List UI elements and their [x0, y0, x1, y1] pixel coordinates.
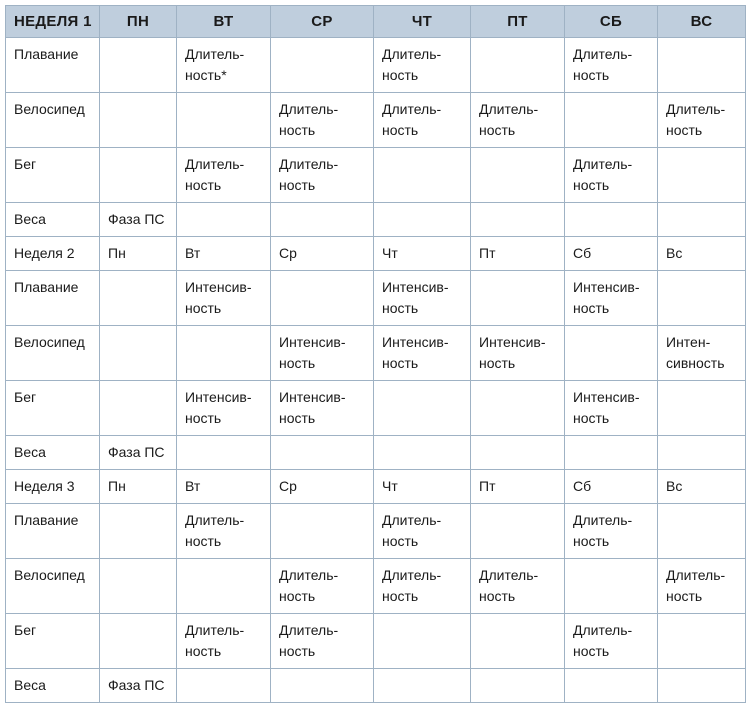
row-label-cell: Бег: [6, 614, 100, 669]
cell-thu: [374, 436, 471, 470]
row-label-cell: Велосипед: [6, 93, 100, 148]
cell-mon: [100, 504, 177, 559]
cell-sat: [565, 93, 658, 148]
cell-tue: Длитель- ность: [177, 614, 271, 669]
cell-thu: [374, 203, 471, 237]
cell-sat: Сб: [565, 470, 658, 504]
cell-tue: Интенсив- ность: [177, 381, 271, 436]
table-row: [6, 436, 746, 470]
cell-mon: [100, 148, 177, 203]
cell-sat: Длитель- ность: [565, 614, 658, 669]
cell-sat: [565, 559, 658, 614]
cell-mon: [100, 38, 177, 93]
cell-fri: [471, 203, 565, 237]
cell-tue: Длитель- ность*: [177, 38, 271, 93]
row-label-cell: Бег: [6, 381, 100, 436]
cell-sat: Интенсив- ность: [565, 381, 658, 436]
cell-wed: Интенсив- ность: [271, 381, 374, 436]
cell-fri: [471, 669, 565, 703]
cell-sat: Сб: [565, 237, 658, 271]
cell-sat: Длитель- ность: [565, 504, 658, 559]
cell-fri: [471, 271, 565, 326]
table-row: [6, 271, 746, 326]
cell-sat: [565, 436, 658, 470]
cell-tue: [177, 436, 271, 470]
table-row: [6, 614, 746, 669]
cell-fri: [471, 381, 565, 436]
row-label-cell: Неделя 2: [6, 237, 100, 271]
header-fri: ПТ: [471, 6, 565, 38]
training-schedule-table: [5, 5, 746, 703]
cell-sat: Интенсив- ность: [565, 271, 658, 326]
header-week-1: НЕДЕЛЯ 1: [6, 6, 100, 38]
cell-mon: [100, 271, 177, 326]
cell-thu: [374, 669, 471, 703]
cell-wed: Длитель- ность: [271, 148, 374, 203]
table-row: [6, 148, 746, 203]
table-row: [6, 326, 746, 381]
cell-mon: Фаза ПС: [100, 436, 177, 470]
cell-tue: Интенсив- ность: [177, 271, 271, 326]
cell-wed: [271, 38, 374, 93]
cell-wed: Ср: [271, 237, 374, 271]
row-label-cell: Велосипед: [6, 326, 100, 381]
cell-wed: [271, 436, 374, 470]
cell-sat: Длитель- ность: [565, 148, 658, 203]
row-label-cell: Плавание: [6, 271, 100, 326]
schedule-body: [6, 38, 746, 703]
cell-fri: Интенсив- ность: [471, 326, 565, 381]
cell-mon: [100, 93, 177, 148]
cell-tue: [177, 559, 271, 614]
cell-mon: Фаза ПС: [100, 669, 177, 703]
cell-thu: [374, 614, 471, 669]
cell-sun: [658, 203, 746, 237]
cell-fri: [471, 436, 565, 470]
header-tue: ВТ: [177, 6, 271, 38]
cell-tue: [177, 203, 271, 237]
cell-fri: Пт: [471, 470, 565, 504]
row-label-cell: Веса: [6, 669, 100, 703]
cell-wed: Ср: [271, 470, 374, 504]
cell-thu: Длитель- ность: [374, 38, 471, 93]
cell-thu: Чт: [374, 470, 471, 504]
cell-sun: [658, 504, 746, 559]
cell-sun: Интен- сивность: [658, 326, 746, 381]
cell-sun: Длитель- ность: [658, 93, 746, 148]
row-label-cell: Плавание: [6, 504, 100, 559]
cell-fri: [471, 38, 565, 93]
cell-sun: Вс: [658, 470, 746, 504]
cell-tue: Длитель- ность: [177, 504, 271, 559]
cell-thu: Длитель- ность: [374, 559, 471, 614]
row-label-cell: Неделя 3: [6, 470, 100, 504]
cell-tue: [177, 93, 271, 148]
table-row: [6, 504, 746, 559]
row-label-cell: Плавание: [6, 38, 100, 93]
cell-tue: Длитель- ность: [177, 148, 271, 203]
cell-mon: [100, 559, 177, 614]
cell-sun: [658, 381, 746, 436]
cell-fri: [471, 148, 565, 203]
cell-wed: [271, 669, 374, 703]
cell-thu: [374, 148, 471, 203]
cell-sun: [658, 614, 746, 669]
cell-wed: [271, 504, 374, 559]
cell-sat: [565, 203, 658, 237]
cell-sun: [658, 669, 746, 703]
table-row: [6, 38, 746, 93]
cell-wed: Длитель- ность: [271, 559, 374, 614]
cell-thu: Интенсив- ность: [374, 271, 471, 326]
table-row: [6, 470, 746, 504]
cell-sun: [658, 38, 746, 93]
cell-mon: [100, 614, 177, 669]
cell-fri: Пт: [471, 237, 565, 271]
header-wed: СР: [271, 6, 374, 38]
header-row: [6, 6, 746, 38]
table-row: [6, 669, 746, 703]
table-row: [6, 93, 746, 148]
cell-tue: [177, 326, 271, 381]
header-thu: ЧТ: [374, 6, 471, 38]
cell-fri: [471, 614, 565, 669]
table-row: [6, 203, 746, 237]
cell-thu: Интенсив- ность: [374, 326, 471, 381]
cell-wed: [271, 271, 374, 326]
table-row: [6, 559, 746, 614]
cell-sun: Длитель- ность: [658, 559, 746, 614]
header-mon: ПН: [100, 6, 177, 38]
cell-fri: Длитель- ность: [471, 559, 565, 614]
cell-thu: Длитель- ность: [374, 504, 471, 559]
cell-wed: Интенсив- ность: [271, 326, 374, 381]
cell-mon: Пн: [100, 470, 177, 504]
cell-sat: [565, 669, 658, 703]
table-row: [6, 237, 746, 271]
cell-thu: [374, 381, 471, 436]
cell-tue: Вт: [177, 237, 271, 271]
cell-mon: Фаза ПС: [100, 203, 177, 237]
header-sat: СБ: [565, 6, 658, 38]
cell-mon: Пн: [100, 237, 177, 271]
header-sun: ВС: [658, 6, 746, 38]
cell-mon: [100, 326, 177, 381]
cell-tue: Вт: [177, 470, 271, 504]
cell-thu: Чт: [374, 237, 471, 271]
cell-sun: Вс: [658, 237, 746, 271]
cell-wed: Длитель- ность: [271, 614, 374, 669]
row-label-cell: Веса: [6, 436, 100, 470]
table-row: [6, 381, 746, 436]
cell-sun: [658, 436, 746, 470]
cell-mon: [100, 381, 177, 436]
cell-sat: [565, 326, 658, 381]
cell-fri: Длитель- ность: [471, 93, 565, 148]
cell-sun: [658, 271, 746, 326]
cell-wed: Длитель- ность: [271, 93, 374, 148]
cell-sat: Длитель- ность: [565, 38, 658, 93]
row-label-cell: Бег: [6, 148, 100, 203]
cell-wed: [271, 203, 374, 237]
cell-thu: Длитель- ность: [374, 93, 471, 148]
row-label-cell: Веса: [6, 203, 100, 237]
cell-sun: [658, 148, 746, 203]
cell-fri: [471, 504, 565, 559]
row-label-cell: Велосипед: [6, 559, 100, 614]
cell-tue: [177, 669, 271, 703]
